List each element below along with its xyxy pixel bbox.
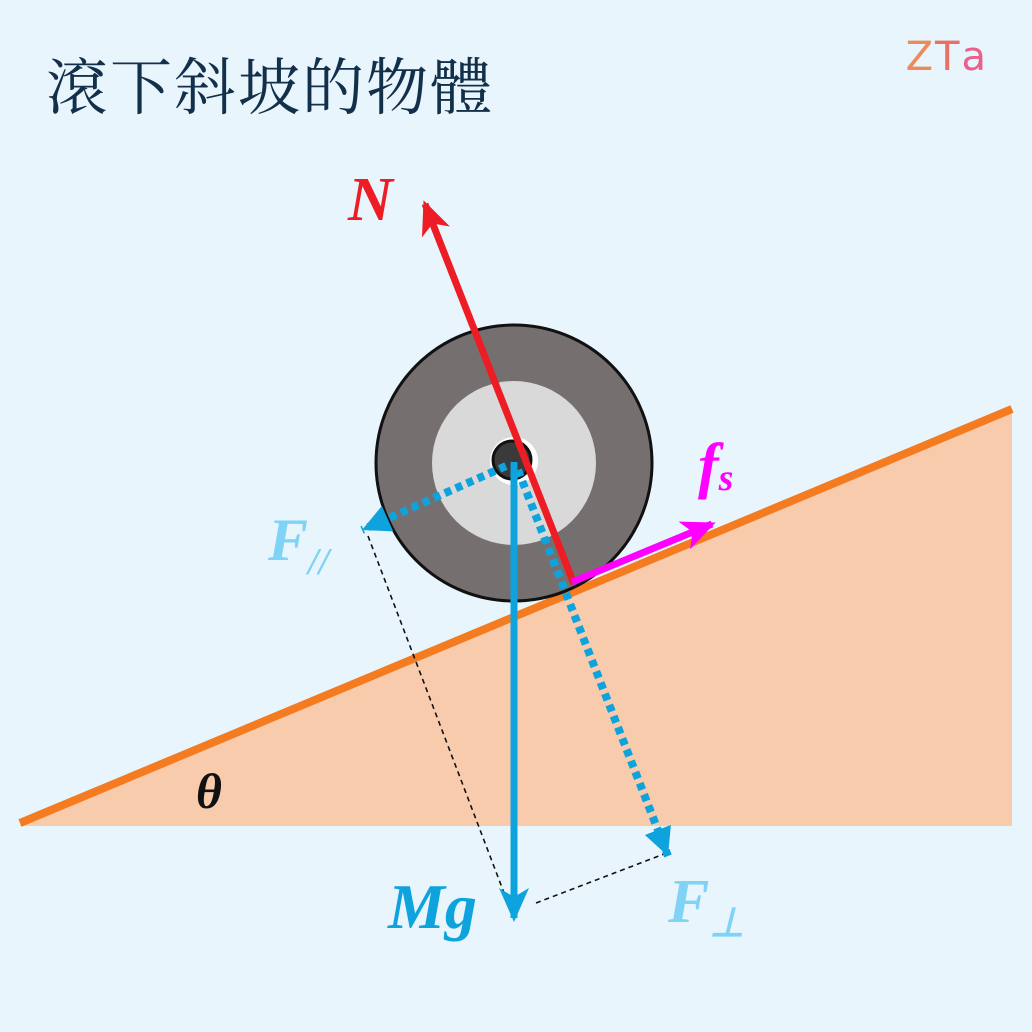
construction-line-bottom (536, 854, 664, 903)
parallel-label-sub: // (308, 541, 330, 583)
perpendicular-component-label (667, 868, 744, 945)
angle-label: θ (196, 763, 222, 819)
logo-letter-a: a (961, 34, 988, 80)
normal-force-label: N (348, 166, 393, 234)
logo-letter-t: T (935, 34, 962, 80)
page-title: 滾下斜坡的物體 (46, 51, 495, 124)
parallel-label-main: F (268, 507, 309, 573)
parallel-component-label (267, 507, 333, 583)
friction-label (698, 432, 733, 500)
friction-label-sub: s (718, 457, 734, 499)
perpendicular-label-main: F (668, 868, 710, 936)
perpendicular-label-sub: ⊥ (709, 900, 745, 945)
friction-label-main: f (698, 432, 719, 500)
logo-letter-z: Z (905, 34, 936, 80)
weight-label: Mg (388, 871, 477, 942)
